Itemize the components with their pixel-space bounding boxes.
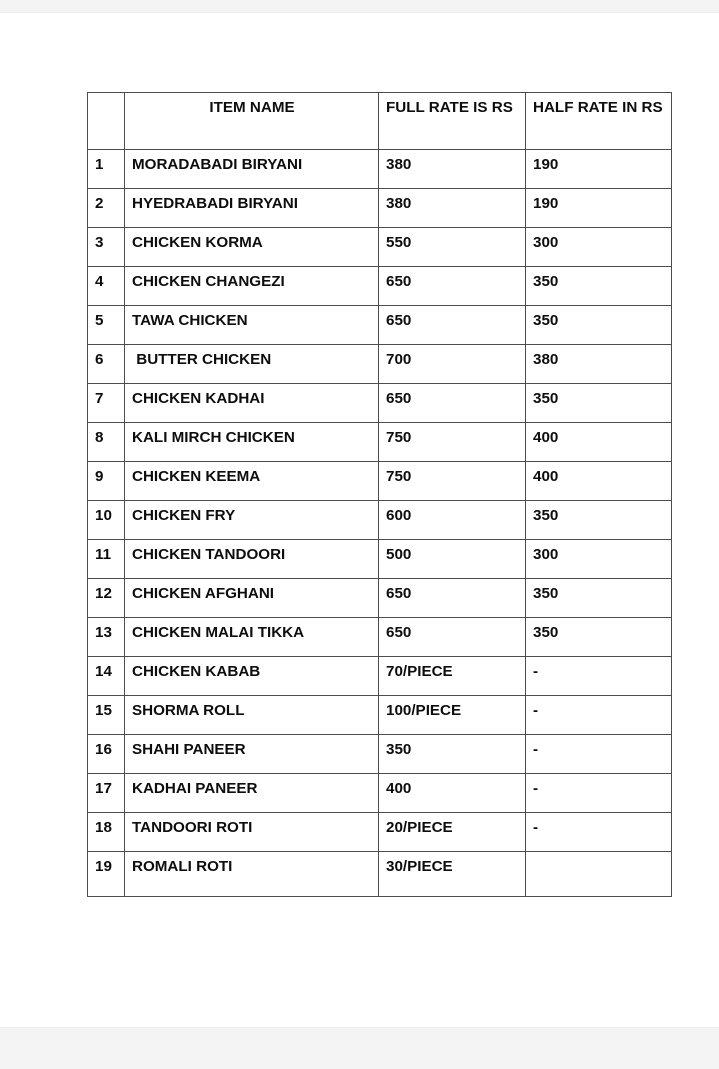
cell-full-rate: 750 <box>379 423 526 462</box>
cell-half-rate: 350 <box>526 384 672 423</box>
cell-half-rate: 350 <box>526 579 672 618</box>
column-header-serial <box>88 93 125 150</box>
column-header-half-rate: HALF RATE IN RS <box>526 93 672 150</box>
table-row <box>88 150 672 189</box>
table-header <box>88 93 672 150</box>
cell-full-rate: 700 <box>379 345 526 384</box>
table-row <box>88 228 672 267</box>
cell-full-rate: 30/PIECE <box>379 852 526 897</box>
cell-item-name: CHICKEN MALAI TIKKA <box>125 618 379 657</box>
cell-item-name: SHAHI PANEER <box>125 735 379 774</box>
table-row <box>88 384 672 423</box>
cell-serial: 8 <box>88 423 125 462</box>
cell-half-rate: - <box>526 657 672 696</box>
cell-full-rate: 650 <box>379 384 526 423</box>
cell-full-rate: 100/PIECE <box>379 696 526 735</box>
cell-full-rate: 650 <box>379 306 526 345</box>
cell-item-name: CHICKEN FRY <box>125 501 379 540</box>
bottom-gray-strip <box>0 1027 719 1069</box>
cell-full-rate: 350 <box>379 735 526 774</box>
cell-half-rate: 300 <box>526 540 672 579</box>
column-header-full-rate: FULL RATE IS RS <box>379 93 526 150</box>
table-row <box>88 735 672 774</box>
cell-item-name: BUTTER CHICKEN <box>125 345 379 384</box>
cell-item-name: KALI MIRCH CHICKEN <box>125 423 379 462</box>
cell-half-rate: 190 <box>526 150 672 189</box>
table-row <box>88 423 672 462</box>
cell-half-rate: 400 <box>526 423 672 462</box>
cell-half-rate <box>526 852 672 897</box>
cell-half-rate: 300 <box>526 228 672 267</box>
table-row <box>88 501 672 540</box>
cell-half-rate: 380 <box>526 345 672 384</box>
cell-full-rate: 600 <box>379 501 526 540</box>
cell-serial: 14 <box>88 657 125 696</box>
cell-item-name: TAWA CHICKEN <box>125 306 379 345</box>
table-row <box>88 774 672 813</box>
cell-item-name: HYEDRABADI BIRYANI <box>125 189 379 228</box>
cell-item-name: TANDOORI ROTI <box>125 813 379 852</box>
cell-full-rate: 750 <box>379 462 526 501</box>
table-row <box>88 540 672 579</box>
cell-half-rate: - <box>526 774 672 813</box>
cell-full-rate: 500 <box>379 540 526 579</box>
cell-serial: 13 <box>88 618 125 657</box>
cell-half-rate: - <box>526 696 672 735</box>
cell-serial: 5 <box>88 306 125 345</box>
cell-item-name: CHICKEN KABAB <box>125 657 379 696</box>
table-row <box>88 462 672 501</box>
column-header-item-name: ITEM NAME <box>125 93 379 150</box>
cell-item-name: CHICKEN AFGHANI <box>125 579 379 618</box>
cell-half-rate: - <box>526 735 672 774</box>
document-page <box>0 13 719 1027</box>
cell-half-rate: 190 <box>526 189 672 228</box>
cell-item-name: SHORMA ROLL <box>125 696 379 735</box>
cell-serial: 7 <box>88 384 125 423</box>
cell-serial: 12 <box>88 579 125 618</box>
cell-item-name: MORADABADI BIRYANI <box>125 150 379 189</box>
table-row <box>88 852 672 897</box>
cell-half-rate: 350 <box>526 618 672 657</box>
table-row <box>88 345 672 384</box>
menu-rate-table <box>87 92 672 897</box>
cell-half-rate: - <box>526 813 672 852</box>
table-row <box>88 696 672 735</box>
cell-serial: 11 <box>88 540 125 579</box>
cell-full-rate: 650 <box>379 267 526 306</box>
cell-full-rate: 380 <box>379 150 526 189</box>
cell-full-rate: 400 <box>379 774 526 813</box>
top-gray-strip <box>0 0 719 13</box>
cell-item-name: CHICKEN KEEMA <box>125 462 379 501</box>
cell-half-rate: 350 <box>526 501 672 540</box>
cell-full-rate: 380 <box>379 189 526 228</box>
table-row <box>88 618 672 657</box>
cell-serial: 2 <box>88 189 125 228</box>
cell-serial: 6 <box>88 345 125 384</box>
cell-full-rate: 20/PIECE <box>379 813 526 852</box>
cell-serial: 16 <box>88 735 125 774</box>
cell-serial: 15 <box>88 696 125 735</box>
cell-item-name: CHICKEN CHANGEZI <box>125 267 379 306</box>
cell-serial: 10 <box>88 501 125 540</box>
table-header-row <box>88 93 672 150</box>
table-row <box>88 189 672 228</box>
cell-item-name: KADHAI PANEER <box>125 774 379 813</box>
cell-full-rate: 650 <box>379 579 526 618</box>
cell-item-name: ROMALI ROTI <box>125 852 379 897</box>
cell-serial: 17 <box>88 774 125 813</box>
cell-serial: 19 <box>88 852 125 897</box>
table-body <box>88 150 672 897</box>
cell-item-name: CHICKEN KADHAI <box>125 384 379 423</box>
cell-full-rate: 650 <box>379 618 526 657</box>
cell-full-rate: 70/PIECE <box>379 657 526 696</box>
table-row <box>88 813 672 852</box>
table-row <box>88 306 672 345</box>
table-row <box>88 657 672 696</box>
cell-serial: 1 <box>88 150 125 189</box>
cell-serial: 18 <box>88 813 125 852</box>
cell-serial: 4 <box>88 267 125 306</box>
cell-item-name: CHICKEN KORMA <box>125 228 379 267</box>
cell-half-rate: 350 <box>526 267 672 306</box>
cell-item-name: CHICKEN TANDOORI <box>125 540 379 579</box>
cell-serial: 3 <box>88 228 125 267</box>
table-row <box>88 579 672 618</box>
cell-serial: 9 <box>88 462 125 501</box>
menu-table-container <box>87 92 671 897</box>
cell-half-rate: 350 <box>526 306 672 345</box>
table-row <box>88 267 672 306</box>
cell-full-rate: 550 <box>379 228 526 267</box>
cell-half-rate: 400 <box>526 462 672 501</box>
